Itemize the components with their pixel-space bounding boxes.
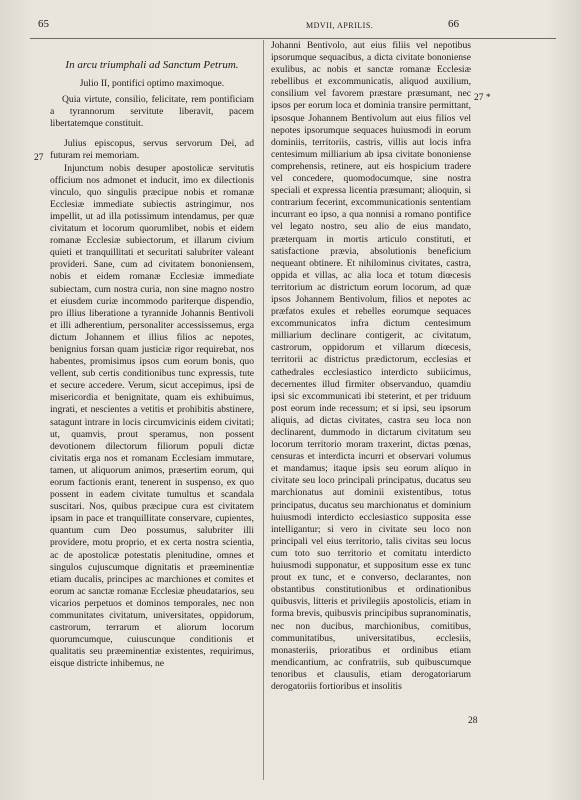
margin-number-right-27: 27 *	[474, 93, 491, 103]
dedication: Julio II, pontifici optimo maximoque.	[79, 78, 225, 89]
inscription: Quia virtute, consilio, felicitate, rem pontificiam a tyrannorum servitute liberavit, pacem libertatemque constituit.	[50, 94, 254, 130]
left-body-text: Injunctum nobis desuper apostolicæ servitutis officium nos admonet et inducit, imo ex dilectionis vinculo, quo singulis præcipue nobis et romanæ Ecclesiæ immediate subiectis astringimur, nos impellit, ut ad illa potissimum intendamus, per quæ civitatum et locorum quorumlibet, nobis et eidem romanæ Ecclesiæ subiectorum, et illarum civium quieti et tranquillitati et securitati salubriter valeant provideri. Sane, cum ad civitatem bononiensem, nobis et eidem romanæ Ecclesiæ immediate subiectam, cum nostra curia, non sine magno nostro et eiusdem curiæ incommodo pariterque dispendio, pro illius liberatione a tyrannide Johannis Bentivoli et illi adherentium, personaliter accessissemus, erga dictum Johannem et illius filios ac nepotes, benignius forsan quam justiciæ rigor requirebat, nos habentes, promisimus ipsos cum eorum bonis, quo vellent, sub certis conditionibus tunc expressis, tute et secure accedere. Verum, sicut accepimus, ipsi de misericordia et benignitate, quam eis exhibuimus, ingrati, et nescientes a vetitis et prohibitis abstinere, satagunt intrare in locis circumvicinis eidem civitati; ut, quamvis, prout speramus, non possent devotionem dilectorum filiorum populi dictæ civitatis erga nos et romanam Ecclesiam immutare, tamen, ut aliquorum animos, præsertim eorum, qui eorum factionis erant, tenerent in suspenso, ex quo possent in eadem civitate tumultus et scandala suscitari. Nos, quibus præcipue cura est civitatem ipsam in pace et tranquillitate conservare, cupientes, quantum cum Deo possumus, salubriter illi providere, motu proprio, et ex certa nostra scientia, ac de apostolicæ potestatis plenitudine, omnes et singulos cujuscumque dignitatis et præeminentiæ etiam ducalis, principes ac marchiones et comites et eorum ac sanctæ romanæ Ecclesiæ pheudatarios, seu vicarios perpetuos et dominos temporales, nec non communitates civitatum, universitates, oppidorum, castrorum, terrarum et aliorum locorum quorumcumque, cuiuscunque conditionis et qualitatis seu præeminentiæ existentes, requirimus, eisque districte inhibemus, ne	[50, 162, 254, 670]
bull-opening: Julius episcopus, servus servorum Dei, ad futuram rei memoriam.	[50, 138, 254, 162]
page-number-left: 65	[38, 18, 49, 30]
right-body-text: Johanni Bentivolo, aut eius filiis vel nepotibus ipsorumque sequacibus, a dicta civitate bononiense exulibus, ac nobis et sanctæ romanæ Ecclesiæ rebellibus et excommunicatis, aliquod auxilium, consilium vel favorem præstare præsumant, nec ipsos per eorum loca et dominia transire permittant, ipsosque Johannem Bentivolum aut eius filios vel nepotes ipsorumque sequaces huiusmodi in eorum dominiis, territoriis, castris, villis aut locis infra centesimum milliarium ab ipsa civitate bononiense comprehensis, retinere, aut eis hospicium tradere vel concedere, quomodocumque, sine nostra speciali et expressa licentia præsumant; alioquin, si contrarium fecerint, excommunicationis sententiam incurrant eo ipso, a qua nonnisi a romano pontifice vel legato nostro, seu alio de eius mandato, præterquam in mortis articulo constituti, et satisfactione prævia, absolutionis beneficium nequeant obtinere. Et nihilominus civitates, castra, oppida et villas, ac alia loca et totum diœcesis territorium ac districtum eorum locorum, ad quæ ipsos Johannem Bentivolum, filios et nepotes ac præfatos exules et rebelles eorumque sequaces excommunicatos infra dictum centesimum milliarium declinare contigerit, ac civitatum, castrorum, oppidorum et villarum diœcesis, territorii ac districtus prædictorum, ecclesias et cathedrales ecclesiastico interdicto subiicimus, decernentes illud firmiter observanduo, quamdiu ipsi sic excommunicati ibi steterint, et per triduum post eorum inde recessum; et si ipsi, seu ipsorum aliquis, ad dictas civitates, castra seu loca non declinarent, dummodo in dictarum civitatum seu locorum territorio moram traxerint, dictas pœnas, censuras et interdicta incurri et observari volumus et mandamus; itaque ipsis seu eorum aliquo in civitate seu loco principali principatus, ducatus seu marchionatus aut dominii existentibus, totus principatus, ducatus seu marchionatus et dominium huiusmodi interdicto ecclesiastico supposita esse intelligantur; si vero in civitate seu loco non principali vel eius territorio, talis civitas seu locus cum toto suo territorio et comitatu interdicto huiusmodi supponatur, et suppositum esse ex tunc prout ex tunc, et e converso, declarantes, non obstantibus constitutionibus et ordinationibus quibusvis, litteris et privilegiis apostolicis, etiam in forma brevis, quibusvis principibus supranominatis, nec non ducibus, marchionibus, comitibus, communitatibus, universitatibus, ecclesiis, monasteriis, prioratibus et ordinibus etiam mendicantium, ac confratriis, sub quibuscumque tenoribus et clausulis, etiam derogatoriarum derogatoriis fortioribus et insolitis	[271, 40, 471, 692]
running-title: MDVII, APRILIS.	[306, 21, 374, 30]
section-title: In arcu triumphali ad Sanctum Petrum.	[65, 59, 239, 71]
left-column	[50, 58, 254, 671]
margin-number-left: 27	[34, 153, 44, 163]
margin-number-right-28: 28	[468, 716, 478, 726]
header-rule	[30, 38, 556, 39]
page-number-right: 66	[448, 18, 459, 30]
column-divider	[263, 40, 264, 780]
right-column	[271, 40, 471, 693]
